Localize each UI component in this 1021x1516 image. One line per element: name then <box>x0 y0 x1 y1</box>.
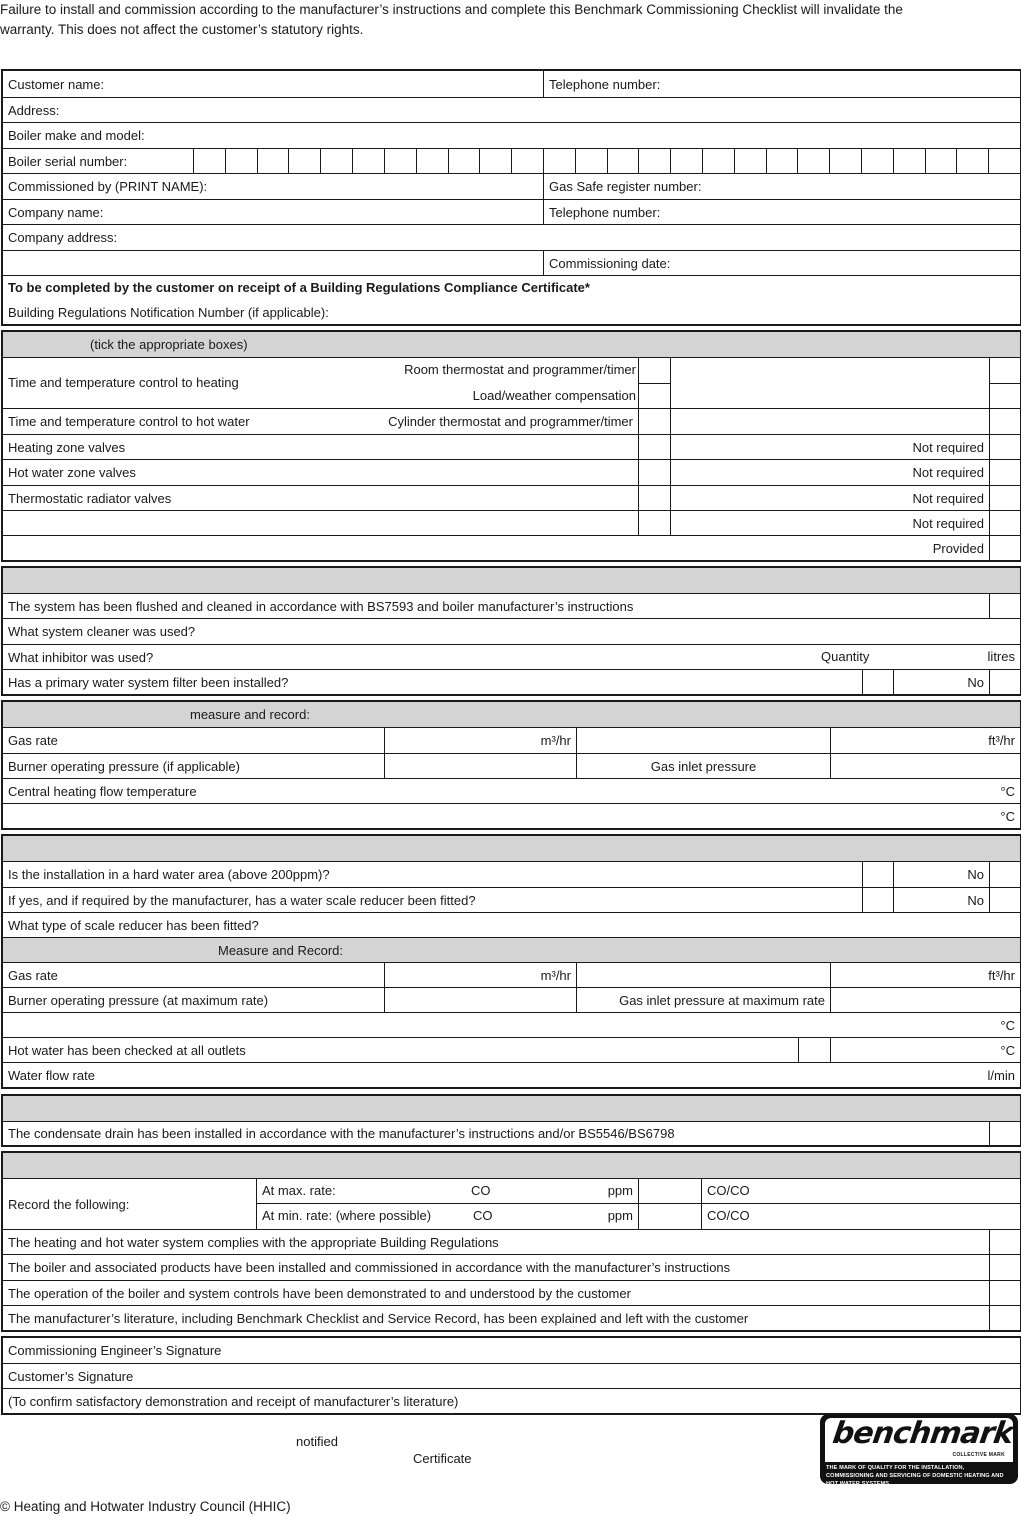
central-heating-section <box>1 700 1021 830</box>
commissioned-by-field[interactable] <box>3 174 543 199</box>
min-co-label: CO <box>473 1208 493 1223</box>
benchmark-logo-panel <box>825 1416 1016 1462</box>
scale-reducer-label: If yes, and if required by the manufacturer, has a water scale reducer been fitted? <box>8 892 476 908</box>
engineer-signature-field[interactable] <box>3 1338 1020 1363</box>
hot-water-alt-checkbox[interactable] <box>989 409 1020 434</box>
statement-label-cell <box>3 1281 989 1305</box>
max-ratio-field[interactable] <box>701 1179 1020 1204</box>
building-regs-compliance-label: The heating and hot water system complies with the appropriate Building Regulations <box>8 1234 499 1250</box>
building-regs-row <box>3 275 1020 324</box>
controls-demonstrated-label: The operation of the boiler and system controls have been demonstrated to and understood by the customer <box>8 1285 631 1301</box>
hw-gas-rate-spacer <box>576 963 830 987</box>
hw-measure-header <box>3 937 1020 962</box>
ch-flow-temp-label: Central heating flow temperature <box>8 783 197 799</box>
serial-digit-box[interactable] <box>511 149 543 174</box>
record-label-cell <box>3 1179 256 1229</box>
serial-digit-box[interactable] <box>479 149 511 174</box>
ch-burner-label-cell <box>3 754 384 778</box>
central-heating-header <box>3 702 1020 727</box>
serial-digit-box[interactable] <box>766 149 798 174</box>
co-record-row <box>3 1178 1020 1229</box>
ch-flow-temp-row <box>3 778 1020 803</box>
hard-water-label: Is the installation in a hard water area (above 200ppm)? <box>8 867 330 882</box>
all-systems-header <box>3 1153 1020 1178</box>
customer-telephone-label: Telephone number: <box>549 76 661 92</box>
hard-water-yes-checkbox[interactable] <box>862 862 893 887</box>
ch-gas-rate-row <box>3 727 1020 753</box>
boiler-make-model-label: Boiler make and model: <box>8 128 145 143</box>
commissioning-date-row <box>3 250 1020 275</box>
hw-burner-label: Burner operating pressure (at maximum rate) <box>8 992 269 1008</box>
controls-header-text: (tick the appropriate boxes) <box>90 337 248 352</box>
hard-water-no-label-cell <box>893 862 989 887</box>
heating-alt-blank <box>670 358 990 409</box>
statement-label-cell <box>3 1306 989 1330</box>
heating-zone-valves-checkbox[interactable] <box>638 435 670 459</box>
literature-left-label: The manufacturer’s literature, including Benchmark Checklist and Service Record, has been explained and left with the customer <box>8 1310 749 1326</box>
controls-row <box>3 510 1020 535</box>
hot-water-control-label: Time and temperature control to hot water <box>8 414 250 429</box>
heating-alt-checkbox-2[interactable] <box>989 383 1020 409</box>
company-telephone-label: Telephone number: <box>549 204 661 220</box>
building-regs-number-label: Building Regulations Notification Number (if applicable): <box>8 305 329 320</box>
company-name-field[interactable] <box>3 200 543 224</box>
customer-telephone-field[interactable] <box>543 71 1020 97</box>
trv-checkbox[interactable] <box>638 486 670 510</box>
hw-gas-rate-ft3-field[interactable] <box>830 963 1020 987</box>
statement-row <box>3 1305 1020 1330</box>
ch-return-temp-label-cell <box>3 804 703 828</box>
benchmark-wordmark: benchmark <box>830 1416 1016 1451</box>
serial-digit-box[interactable] <box>829 149 861 174</box>
serial-digit-box[interactable] <box>702 149 734 174</box>
commissioning-date-label: Commissioning date: <box>549 255 671 271</box>
ch-gas-inlet-label-cell <box>576 754 830 778</box>
signatures-section <box>1 1336 1021 1415</box>
serial-digit-box[interactable] <box>257 149 289 174</box>
serial-digit-box[interactable] <box>988 149 1020 174</box>
condensate-section <box>1 1094 1021 1147</box>
controls-row <box>3 459 1020 485</box>
serial-digit-box[interactable] <box>448 149 480 174</box>
customer-name-label: Customer name: <box>8 76 105 92</box>
serial-digit-box[interactable] <box>416 149 448 174</box>
company-name-label: Company name: <box>8 204 104 220</box>
quantity-label: Quantity <box>821 649 870 664</box>
room-thermostat-label: Room thermostat and programmer/timer <box>404 362 636 377</box>
not-required-label-cell <box>670 511 989 535</box>
collective-mark-text: COLLECTIVE MARK <box>952 1452 1005 1458</box>
room-thermostat-checkbox[interactable] <box>638 358 671 384</box>
serial-digit-box[interactable] <box>607 149 639 174</box>
controls-row <box>3 434 1020 459</box>
engineer-signature-row <box>3 1338 1020 1363</box>
min-ratio-field[interactable] <box>701 1204 1020 1230</box>
address-row <box>3 97 1020 122</box>
cleaner-label: What system cleaner was used? <box>8 624 196 639</box>
hw-temp-unit: °C <box>1000 1017 1015 1033</box>
provided-label: Provided <box>932 540 984 556</box>
max-ratio-label: CO/CO <box>707 1183 750 1198</box>
gas-safe-number-field[interactable] <box>543 174 1020 199</box>
max-co-label: CO <box>471 1183 491 1198</box>
controls-row-label-cell <box>3 435 638 459</box>
scale-type-row <box>3 912 1020 937</box>
ch-burner-field[interactable] <box>384 754 576 778</box>
gas-safe-label: Gas Safe register number: <box>549 179 702 194</box>
boiler-make-model-field[interactable] <box>3 123 1020 148</box>
statement-label-cell <box>3 1230 989 1254</box>
hw-burner-label-cell <box>3 988 384 1012</box>
company-telephone-field[interactable] <box>543 200 1020 224</box>
serial-digit-box[interactable] <box>925 149 957 174</box>
hw-gas-rate-row <box>3 962 1020 987</box>
hw-temp-row <box>3 1012 1020 1037</box>
customer-signature-label: Customer’s Signature <box>8 1368 134 1384</box>
serial-digit-box[interactable] <box>225 149 257 174</box>
quantity-field[interactable] <box>878 645 978 670</box>
controls-row <box>3 485 1020 510</box>
controls-row-label-cell <box>3 511 638 535</box>
heating-control-label: Time and temperature control to heating <box>8 375 239 390</box>
max-ratio-value-field[interactable] <box>638 1179 701 1204</box>
ch-gas-rate-label: Gas rate <box>8 733 58 748</box>
trv-not-required-checkbox[interactable] <box>989 486 1020 510</box>
cylinder-thermostat-label: Cylinder thermostat and programmer/timer <box>388 414 633 429</box>
cylinder-thermostat-label-cell <box>243 409 638 434</box>
notified-text: notified <box>296 1434 338 1449</box>
hw-outlets-temp-field[interactable] <box>830 1038 1020 1062</box>
filter-yes-checkbox[interactable] <box>862 670 893 694</box>
company-name-row <box>3 199 1020 224</box>
hw-outlets-checkbox[interactable] <box>798 1038 830 1062</box>
filter-row <box>3 669 1020 694</box>
blank-control-not-required-checkbox[interactable] <box>989 511 1020 535</box>
hw-measure-header-text: Measure and Record: <box>218 943 344 958</box>
provided-row <box>3 535 1020 560</box>
company-address-label: Company address: <box>8 230 118 245</box>
hw-temp-field[interactable] <box>703 1013 1020 1037</box>
not-required-label-cell <box>670 486 989 510</box>
filter-no-label: No <box>967 674 984 690</box>
serial-digit-box[interactable] <box>956 149 988 174</box>
scale-type-field[interactable] <box>3 913 1020 937</box>
max-ppm-label: ppm <box>607 1183 633 1198</box>
not-required-label: Not required <box>912 515 984 531</box>
serial-digit-box[interactable] <box>320 149 352 174</box>
load-weather-checkbox[interactable] <box>638 383 671 409</box>
not-required-label: Not required <box>912 439 984 455</box>
hot-water-zone-valves-checkbox[interactable] <box>638 460 670 485</box>
confirm-note: (To confirm satisfactory demonstration and receipt of manufacturer’s literature) <box>8 1393 459 1409</box>
hw-outlets-row <box>3 1037 1020 1062</box>
serial-digit-box[interactable] <box>797 149 829 174</box>
max-rate-label: At max. rate: <box>262 1183 336 1198</box>
hw-gas-inlet-field[interactable] <box>830 988 1020 1012</box>
company-address-line-2-field[interactable] <box>3 251 543 275</box>
commissioned-by-row <box>3 173 1020 199</box>
hw-gas-inlet-label: Gas inlet pressure at maximum rate <box>619 992 825 1008</box>
not-required-label-cell <box>670 435 989 459</box>
min-ppm-label: ppm <box>607 1208 633 1223</box>
scale-reducer-label-cell <box>3 888 862 912</box>
hot-water-control-label-cell <box>3 409 250 434</box>
warranty-notice <box>0 0 1021 40</box>
hot-water-control-row <box>3 408 1020 434</box>
confirm-note-row <box>3 1388 1020 1413</box>
co-min-rate-field[interactable] <box>256 1204 638 1230</box>
company-address-field[interactable] <box>3 225 1020 250</box>
provided-label-cell <box>3 536 989 560</box>
system-flush-header <box>3 568 1020 593</box>
trv-label: Thermostatic radiator valves <box>8 490 172 506</box>
hw-ft3hr-unit: ft³/hr <box>988 967 1015 983</box>
hw-gas-inlet-label-cell <box>576 988 830 1012</box>
ch-burner-row <box>3 753 1020 778</box>
condensate-drain-label: The condensate drain has been installed in accordance with the manufacturer’s instructions and/or BS5546/BS6798 <box>8 1126 675 1141</box>
scale-reducer-no-label: No <box>967 892 984 908</box>
serial-digit-box[interactable] <box>384 149 416 174</box>
serial-digit-box[interactable] <box>575 149 607 174</box>
not-required-label-cell <box>670 460 989 485</box>
boiler-serial-label-cell <box>3 149 193 173</box>
co-max-rate-field[interactable] <box>256 1179 638 1204</box>
confirm-note-cell <box>3 1389 1020 1413</box>
address-label: Address: <box>8 102 60 118</box>
cleaner-field[interactable] <box>3 619 1020 644</box>
heating-zone-valves-label: Heating zone valves <box>8 439 126 455</box>
filter-label-cell <box>3 670 862 694</box>
all-systems-section <box>1 1151 1021 1332</box>
hw-gas-rate-label-cell <box>3 963 384 987</box>
hw-flow-rate-unit: l/min <box>987 1067 1015 1083</box>
customer-name-row <box>3 71 1020 97</box>
controls-header <box>3 332 1020 357</box>
scale-reducer-row <box>3 887 1020 912</box>
hard-water-no-label: No <box>967 867 984 882</box>
filter-label: Has a primary water system filter been installed? <box>8 674 289 690</box>
copyright-text: © Heating and Hotwater Industry Council (HHIC) <box>0 1499 291 1514</box>
condensate-drain-label-cell <box>3 1122 989 1145</box>
ch-flow-temp-unit: °C <box>1000 783 1015 799</box>
ch-return-temp-field[interactable] <box>703 804 1020 828</box>
hard-water-no-checkbox[interactable] <box>989 862 1020 887</box>
statement-label-cell <box>3 1255 989 1280</box>
provided-checkbox[interactable] <box>989 536 1020 560</box>
flushed-label: The system has been flushed and cleaned in accordance with BS7593 and boiler manufacturer’s instructions <box>8 598 634 614</box>
installed-commissioned-checkbox[interactable] <box>989 1255 1020 1280</box>
cylinder-thermostat-checkbox[interactable] <box>638 409 670 434</box>
flushed-row <box>3 593 1020 618</box>
hw-m3hr-unit: m³/hr <box>540 967 571 983</box>
boiler-serial-row <box>3 148 1020 173</box>
hot-water-header <box>3 836 1020 861</box>
hw-gas-rate-label: Gas rate <box>8 967 58 983</box>
scale-reducer-no-label-cell <box>893 888 989 912</box>
statement-row <box>3 1254 1020 1280</box>
central-heating-header-text: measure and record: <box>190 707 310 722</box>
load-weather-label: Load/weather compensation <box>472 388 636 403</box>
hw-temp-label-cell <box>3 1013 703 1037</box>
statement-row <box>3 1229 1020 1254</box>
building-regs-number-field[interactable] <box>8 305 329 320</box>
controls-section <box>1 330 1021 562</box>
warranty-notice-line-2: warranty. This does not affect the customer’s statutory rights. <box>0 22 364 37</box>
controls-row-label-cell <box>3 486 638 510</box>
hw-outlets-unit: °C <box>1000 1042 1015 1058</box>
record-label: Record the following: <box>8 1196 130 1212</box>
serial-digit-box[interactable] <box>543 149 575 174</box>
benchmark-tagline: THE MARK OF QUALITY FOR THE INSTALLATION, COMMISSIONING AND SERVICING OF DOMESTIC HEATING AND HOT WATER SYSTEMS <box>826 1465 1004 1487</box>
serial-digit-box[interactable] <box>288 149 320 174</box>
statement-row <box>3 1280 1020 1305</box>
hw-flow-rate-field[interactable] <box>703 1063 1020 1087</box>
boiler-make-row <box>3 122 1020 148</box>
serial-digit-box[interactable] <box>352 149 384 174</box>
customer-details-section <box>1 69 1021 326</box>
filter-no-checkbox[interactable] <box>989 670 1020 694</box>
ch-gas-rate-spacer <box>576 728 830 753</box>
ch-gas-rate-label-cell <box>3 728 384 753</box>
min-rate-label: At min. rate: (where possible) <box>262 1208 432 1223</box>
scale-type-label: What type of scale reducer has been fitted? <box>8 917 259 933</box>
not-required-label: Not required <box>912 465 984 480</box>
condensate-drain-checkbox[interactable] <box>989 1122 1020 1145</box>
hw-flow-rate-label-cell <box>3 1063 703 1087</box>
cleaner-row <box>3 618 1020 644</box>
company-address-row <box>3 224 1020 250</box>
litres-label: litres <box>987 649 1015 664</box>
ch-m3hr-unit: m³/hr <box>540 733 571 748</box>
scale-reducer-yes-checkbox[interactable] <box>862 888 893 912</box>
ch-gas-rate-m3-field[interactable] <box>384 728 576 753</box>
controls-row-label-cell <box>3 460 638 485</box>
filter-no-label-cell <box>893 670 989 694</box>
hw-outlets-label-cell <box>3 1038 798 1062</box>
installed-commissioned-label: The boiler and associated products have been installed and commissioned in accordance with the manufacturer’s instructions <box>8 1260 731 1275</box>
ch-gas-inlet-label: Gas inlet pressure <box>650 758 757 774</box>
inhibitor-field[interactable] <box>3 645 783 669</box>
heating-control-row <box>3 357 1020 408</box>
ch-flow-temp-label-cell <box>3 779 703 803</box>
commissioned-by-label: Commissioned by (PRINT NAME): <box>8 179 208 194</box>
engineer-signature-label: Commissioning Engineer’s Signature <box>8 1343 222 1358</box>
inhibitor-label: What inhibitor was used? <box>8 649 154 665</box>
hw-flow-rate-label: Water flow rate <box>8 1067 95 1083</box>
customer-signature-field[interactable] <box>3 1364 1020 1388</box>
hard-water-row <box>3 861 1020 887</box>
building-regs-compliance-checkbox[interactable] <box>989 1230 1020 1254</box>
ch-ft3hr-unit: ft³/hr <box>988 733 1015 748</box>
min-ratio-value-field[interactable] <box>638 1204 701 1230</box>
blank-control-checkbox[interactable] <box>638 511 670 535</box>
hot-water-alt-blank <box>670 409 989 434</box>
hot-water-zone-valves-label: Hot water zone valves <box>8 465 136 480</box>
heating-zone-valves-not-required-checkbox[interactable] <box>989 435 1020 459</box>
hw-gas-rate-m3-field[interactable] <box>384 963 576 987</box>
system-flush-section <box>1 566 1021 696</box>
controls-demonstrated-checkbox[interactable] <box>989 1281 1020 1305</box>
scale-reducer-no-checkbox[interactable] <box>989 888 1020 912</box>
literature-left-checkbox[interactable] <box>989 1306 1020 1330</box>
ch-flow-temp-field[interactable] <box>703 779 1020 803</box>
ch-gas-rate-ft3-field[interactable] <box>830 728 1020 753</box>
serial-digit-box[interactable] <box>861 149 893 174</box>
flushed-label-cell <box>3 594 989 618</box>
ch-gas-inlet-field[interactable] <box>830 754 1020 778</box>
ch-burner-label: Burner operating pressure (if applicable) <box>8 758 240 774</box>
serial-digit-box[interactable] <box>670 149 702 174</box>
condensate-header <box>3 1096 1020 1121</box>
hard-water-label-cell <box>3 862 862 887</box>
serial-digit-box[interactable] <box>638 149 670 174</box>
benchmark-logo <box>820 1414 1018 1487</box>
ch-return-temp-row <box>3 803 1020 828</box>
serial-digit-box[interactable] <box>893 149 925 174</box>
ch-return-temp-unit: °C <box>1000 808 1015 824</box>
certificate-text: Certificate <box>413 1451 472 1466</box>
flushed-checkbox[interactable] <box>989 594 1020 618</box>
address-field[interactable] <box>3 98 1020 122</box>
hw-flow-rate-row <box>3 1062 1020 1087</box>
min-ratio-label: CO/CO <box>707 1208 750 1223</box>
serial-digit-box[interactable] <box>734 149 766 174</box>
hw-outlets-label: Hot water has been checked at all outlets <box>8 1042 246 1058</box>
hw-burner-row <box>3 987 1020 1012</box>
heating-alt-checkbox-1[interactable] <box>989 358 1020 384</box>
serial-digit-box[interactable] <box>193 149 225 174</box>
inhibitor-row <box>3 644 1020 669</box>
boiler-serial-label: Boiler serial number: <box>8 153 128 169</box>
hot-water-zone-valves-not-required-checkbox[interactable] <box>989 460 1020 485</box>
customer-signature-row <box>3 1363 1020 1388</box>
not-required-label: Not required <box>912 490 984 506</box>
building-regs-note: To be completed by the customer on receipt of a Building Regulations Compliance Certificate* <box>8 280 590 295</box>
hot-water-section <box>1 834 1021 1089</box>
customer-name-field[interactable] <box>3 71 543 97</box>
warranty-notice-line-1: Failure to install and commission according to the manufacturer’s instructions and complete this Benchmark Commissioning Checklist will invalidate the <box>0 2 903 17</box>
condensate-drain-row <box>3 1121 1020 1145</box>
commissioning-date-field[interactable] <box>543 251 1020 275</box>
hw-burner-field[interactable] <box>384 988 576 1012</box>
